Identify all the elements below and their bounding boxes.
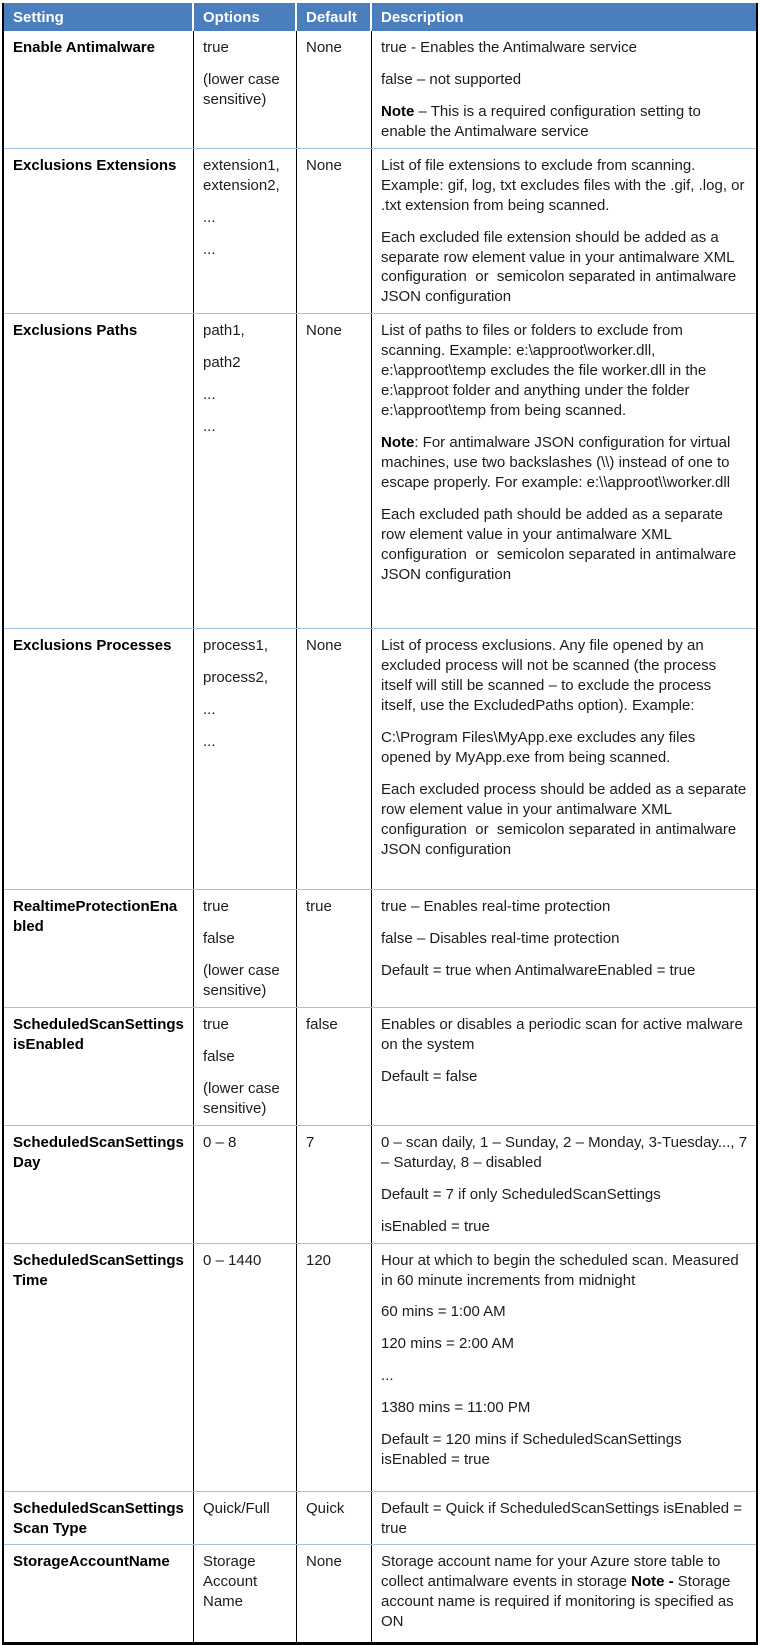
paragraph: Exclusions Paths — [13, 322, 138, 340]
column-header-options: Options — [194, 3, 297, 31]
paragraph: 120 — [306, 1251, 332, 1269]
paragraph: true – Enables real-time protection — [381, 898, 611, 916]
options-cell — [194, 1545, 297, 1642]
table-header — [4, 3, 756, 31]
setting-cell — [4, 1492, 194, 1545]
default-cell — [297, 1545, 372, 1642]
paragraph: 0 – scan daily, 1 – Sunday, 2 – Monday, 3-Tuesday..., 7 – Saturday, 8 – disabled — [381, 1133, 752, 1171]
table-row — [4, 628, 756, 889]
options-cell — [194, 1244, 297, 1491]
paragraph: ... — [203, 208, 216, 226]
paragraph: List of paths to files or folders to exclude from scanning. Example: e:\approot\worker.dll, e:\approot\temp excludes the file worker.dll in the e:\approot folder and anything under the folder e:\approot\temp from being scanned. — [381, 322, 711, 420]
paragraph: path1, — [203, 322, 245, 340]
description-cell — [372, 1126, 756, 1243]
default-cell — [297, 149, 372, 314]
options-cell — [194, 149, 297, 314]
paragraph: RealtimeProtectionEnabled — [13, 898, 178, 936]
description-cell — [372, 31, 756, 148]
paragraph: false — [203, 1048, 235, 1065]
setting-cell — [4, 1126, 194, 1243]
paragraph: Each excluded path should be added as a separate row element value in your antimalware XML configuration or semicolon separated in antimalware JSON configuration — [381, 505, 741, 583]
description-cell — [372, 1008, 756, 1125]
default-cell — [297, 629, 372, 889]
default-cell — [297, 1008, 372, 1125]
paragraph: Default = true when AntimalwareEnabled = true — [381, 962, 696, 980]
paragraph: ScheduledScanSettings Time — [13, 1251, 189, 1289]
setting-cell — [4, 1008, 194, 1125]
paragraph: false – Disables real-time protection — [381, 930, 620, 948]
paragraph: path2 — [203, 354, 241, 372]
paragraph: Exclusions Extensions — [13, 156, 177, 174]
paragraph: true — [203, 1016, 229, 1034]
paragraph: Each excluded file extension should be added as a separate row element value in your antimalware XML configuration or semicolon separated in antimalware JSON configuration — [381, 228, 741, 306]
description-cell — [372, 629, 756, 889]
table-row — [4, 1243, 756, 1491]
paragraph: None — [306, 156, 342, 174]
paragraph: Each excluded process should be added as a separate row element value in your antimalware XML configuration or semicolon separated in antimalware JSON configuration — [381, 780, 751, 858]
options-cell — [194, 314, 297, 628]
options-cell — [194, 31, 297, 148]
paragraph: ... — [381, 1367, 394, 1385]
setting-cell — [4, 1545, 194, 1642]
table-row — [4, 1544, 756, 1642]
default-cell — [297, 890, 372, 1007]
paragraph: Storage account name for your Azure store table to collect antimalware events in storage Note - Storage account name is required if monitoring is specified as ON — [381, 1553, 738, 1631]
paragraph: 120 mins = 2:00 AM — [381, 1335, 514, 1353]
setting-cell — [4, 890, 194, 1007]
paragraph: true — [306, 898, 332, 916]
paragraph: Default = 120 mins if ScheduledScanSettings isEnabled = true — [381, 1431, 686, 1469]
column-header-description: Description — [381, 8, 464, 26]
setting-cell — [4, 314, 194, 628]
paragraph: process1, — [203, 637, 269, 655]
paragraph: Enable Antimalware — [13, 39, 155, 56]
table-row — [4, 1491, 756, 1545]
column-header-setting: Setting — [4, 3, 194, 31]
paragraph: isEnabled = true — [381, 1217, 490, 1235]
paragraph: Storage Account Name — [203, 1553, 262, 1611]
paragraph: true — [203, 39, 229, 56]
paragraph: 1380 mins = 11:00 PM — [381, 1399, 531, 1417]
paragraph: (lower case sensitive) — [203, 70, 284, 108]
paragraph: None — [306, 322, 342, 340]
paragraph: ... — [203, 733, 216, 751]
paragraph: ... — [203, 240, 216, 258]
setting-cell — [4, 629, 194, 889]
paragraph: Exclusions Processes — [13, 637, 172, 655]
table-row — [4, 31, 756, 148]
paragraph: 60 mins = 1:00 AM — [381, 1303, 506, 1321]
options-cell — [194, 1492, 297, 1545]
paragraph: 0 – 8 — [203, 1133, 237, 1151]
table-row — [4, 1007, 756, 1125]
setting-cell — [4, 31, 194, 148]
paragraph: false — [306, 1016, 338, 1034]
description-cell — [372, 314, 756, 628]
paragraph: Default = Quick if ScheduledScanSettings isEnabled = true — [381, 1499, 747, 1537]
paragraph: (lower case sensitive) — [203, 962, 284, 1000]
paragraph: Default = 7 if only ScheduledScanSettings — [381, 1185, 661, 1203]
paragraph: StorageAccountName — [13, 1553, 170, 1571]
paragraph: extension1, extension2, — [203, 156, 284, 194]
paragraph: List of process exclusions. Any file opened by an excluded process will not be scanned (the process itself will still be scanned – to exclude the process itself, use the ExcludedPaths option). Example: — [381, 637, 721, 715]
table-row — [4, 313, 756, 628]
default-cell — [297, 1492, 372, 1545]
paragraph: Enables or disables a periodic scan for active malware on the system — [381, 1016, 748, 1053]
paragraph: 0 – 1440 — [203, 1251, 262, 1269]
default-cell — [297, 1126, 372, 1243]
paragraph: None — [306, 1553, 342, 1571]
options-cell — [194, 1126, 297, 1243]
paragraph: false — [203, 930, 235, 948]
table-row — [4, 148, 756, 314]
paragraph: Quick — [306, 1499, 345, 1517]
paragraph: true — [203, 898, 229, 916]
options-cell — [194, 1008, 297, 1125]
description-cell — [372, 1545, 756, 1642]
paragraph: (lower case sensitive) — [203, 1079, 284, 1117]
paragraph: C:\Program Files\MyApp.exe excludes any files opened by MyApp.exe from being scanned. — [381, 729, 700, 766]
settings-table — [2, 3, 758, 1645]
paragraph: ... — [203, 418, 216, 436]
setting-cell — [4, 1244, 194, 1491]
paragraph: 7 — [306, 1133, 315, 1151]
table-body — [4, 31, 756, 1642]
options-cell — [194, 629, 297, 889]
column-header-default: Default — [297, 3, 372, 31]
paragraph: List of file extensions to exclude from scanning. Example: gif, log, txt excludes files with the .gif, .log, or .txt extension from being scanned. — [381, 156, 749, 214]
description-cell — [372, 1492, 756, 1545]
paragraph: ScheduledScanSettings Scan Type — [13, 1499, 189, 1537]
paragraph: Quick/Full — [203, 1499, 270, 1517]
paragraph: None — [306, 637, 342, 655]
paragraph: ... — [203, 386, 216, 404]
setting-cell — [4, 149, 194, 314]
paragraph: false – not supported — [381, 70, 522, 88]
description-cell — [372, 1244, 756, 1491]
paragraph: ScheduledScanSettings Day — [13, 1133, 189, 1171]
paragraph: ... — [203, 701, 216, 719]
description-cell — [372, 149, 756, 314]
options-cell — [194, 890, 297, 1007]
table-row — [4, 889, 756, 1007]
paragraph: Hour at which to begin the scheduled scan. Measured in 60 minute increments from midnight — [381, 1251, 743, 1289]
default-cell — [297, 31, 372, 148]
paragraph: true - Enables the Antimalware service — [381, 39, 637, 56]
paragraph: Default = false — [381, 1067, 478, 1085]
description-cell — [372, 890, 756, 1007]
default-cell — [297, 1244, 372, 1491]
paragraph: None — [306, 39, 342, 56]
table-row — [4, 1125, 756, 1243]
default-cell — [297, 314, 372, 628]
paragraph: process2, — [203, 669, 269, 687]
paragraph: ScheduledScanSettings isEnabled — [13, 1016, 189, 1053]
paragraph: Note: For antimalware JSON configuration for virtual machines, use two backslashes (\\) instead of one to escape properly. For example: e:\\approot\\worker.dll — [381, 434, 735, 491]
paragraph: Note – This is a required configuration setting to enable the Antimalware service — [381, 102, 706, 140]
